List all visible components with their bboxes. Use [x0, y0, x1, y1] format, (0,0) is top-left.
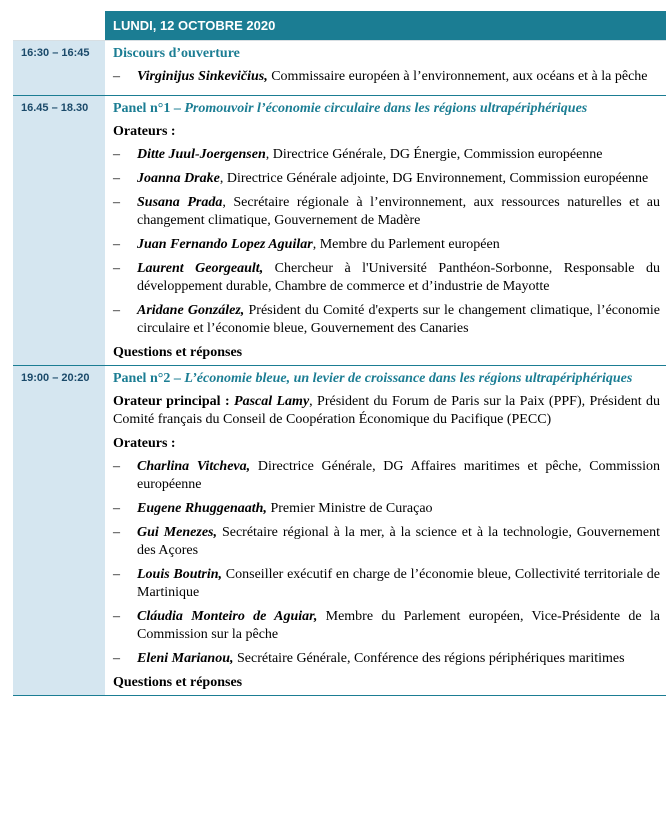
speaker-list [113, 68, 660, 86]
speaker-item [113, 260, 660, 296]
panel-theme: L’économie bleue, un levier de croissance dans les régions ultrapériphériques [184, 371, 633, 386]
session-time: 19:00 – 20:20 [13, 366, 105, 695]
speaker-item [113, 302, 660, 338]
speaker-name: Aridane González, [137, 303, 245, 318]
speaker-name: Ditte Juul-Joergensen [137, 147, 266, 162]
principal-role: , Président du Forum de Paris sur la Paix (PPF), Président du Comité français du Conseil de Coopération Économique du Pacifique (PECC) [113, 394, 661, 427]
dash-bullet: – [113, 261, 120, 276]
header-spacer [13, 11, 105, 40]
session-title: Discours d’ouverture [113, 46, 240, 61]
dash-bullet: – [113, 459, 120, 474]
speaker-item [113, 236, 660, 254]
dash-bullet: – [113, 609, 120, 624]
panel-number: Panel n°2 – [113, 371, 185, 386]
speaker-list [113, 146, 660, 338]
speaker-item [113, 524, 660, 560]
panel-theme: Promouvoir l’économie circulaire dans les régions ultrapériphériques [184, 101, 588, 116]
dash-bullet: – [113, 69, 120, 84]
panel-number: Panel n°1 – [113, 101, 185, 116]
speaker-role: , Directrice Générale adjointe, DG Environnement, Commission européenne [219, 171, 649, 186]
speaker-item [113, 194, 660, 230]
speaker-name: Louis Boutrin, [137, 567, 223, 582]
speaker-name: Joanna Drake [137, 171, 220, 186]
date-header: LUNDI, 12 OCTOBRE 2020 [105, 11, 666, 40]
speaker-role: Conseiller exécutif en charge de l’économie bleue, Collectivité territoriale de Martinique [137, 567, 660, 600]
dash-bullet: – [113, 195, 120, 210]
session-title [113, 370, 660, 388]
questions-label: Questions et réponses [113, 675, 243, 690]
speaker-name: Cláudia Monteiro de Aguiar, [137, 609, 318, 624]
speaker-role: , Membre du Parlement européen [312, 237, 500, 252]
speaker-role: Membre du Parlement européen, Vice-Présidente de la Commission sur la pêche [137, 609, 660, 642]
dash-bullet: – [113, 303, 120, 318]
speaker-name: Charlina Vitcheva, [137, 459, 251, 474]
speaker-role: Secrétaire régional à la mer, à la science et à la technologie, Gouvernement des Açores [137, 525, 660, 558]
speaker-role: Secrétaire Générale, Conférence des régions périphériques maritimes [233, 651, 625, 666]
dash-bullet: – [113, 567, 120, 582]
speaker-role: Chercheur à l'Université Panthéon-Sorbonne, Responsable du développement durable, Chambre de commerce et d’industrie de Mayotte [137, 261, 660, 294]
speaker-role: Commissaire européen à l’environnement, aux océans et à la pêche [267, 69, 648, 84]
speaker-name: Virginijus Sinkevičius, [137, 69, 268, 84]
session-content [105, 366, 666, 695]
orateurs-label: Orateurs : [113, 436, 176, 451]
speaker-role: , Directrice Générale, DG Énergie, Commission européenne [265, 147, 603, 162]
speaker-role: Directrice Générale, DG Affaires maritimes et pêche, Commission européenne [137, 459, 660, 492]
speaker-name: Laurent Georgeault, [137, 261, 264, 276]
session-row-panel-2 [13, 366, 666, 696]
dash-bullet: – [113, 501, 120, 516]
agenda-table [13, 11, 666, 696]
speaker-item [113, 500, 660, 518]
session-time: 16:30 – 16:45 [13, 41, 105, 95]
speaker-list [113, 458, 660, 668]
speaker-item [113, 146, 660, 164]
speaker-role: Premier Ministre de Curaçao [266, 501, 433, 516]
speaker-item [113, 68, 660, 86]
session-content [105, 96, 666, 365]
dash-bullet: – [113, 147, 120, 162]
principal-label: Orateur principal : [113, 394, 235, 409]
speaker-name: Susana Prada [137, 195, 223, 210]
speaker-item [113, 650, 660, 668]
agenda-header-row [13, 11, 666, 41]
orateurs-label: Orateurs : [113, 124, 176, 139]
speaker-item [113, 608, 660, 644]
session-title [113, 100, 660, 118]
speaker-role: Président du Comité d'experts sur le changement climatique, l’économie circulaire et l’économie bleue, Gouvernement des Canaries [137, 303, 660, 336]
session-row-panel-1 [13, 96, 666, 366]
speaker-name: Juan Fernando Lopez Aguilar [137, 237, 313, 252]
speaker-name: Gui Menezes, [137, 525, 217, 540]
speaker-item [113, 566, 660, 602]
speaker-item [113, 458, 660, 494]
dash-bullet: – [113, 171, 120, 186]
session-time: 16.45 – 18.30 [13, 96, 105, 365]
principal-speaker [113, 393, 660, 429]
session-content [105, 41, 666, 95]
session-row-opening [13, 41, 666, 96]
speaker-role: , Secrétaire régionale à l’environnement, aux ressources naturelles et au changement climatique, Gouvernement de Madère [137, 195, 660, 228]
speaker-item [113, 170, 660, 188]
speaker-name: Eleni Marianou, [137, 651, 234, 666]
speaker-name: Eugene Rhuggenaath, [137, 501, 267, 516]
dash-bullet: – [113, 525, 120, 540]
dash-bullet: – [113, 237, 120, 252]
principal-name: Pascal Lamy [234, 394, 310, 409]
dash-bullet: – [113, 651, 120, 666]
questions-label: Questions et réponses [113, 345, 243, 360]
